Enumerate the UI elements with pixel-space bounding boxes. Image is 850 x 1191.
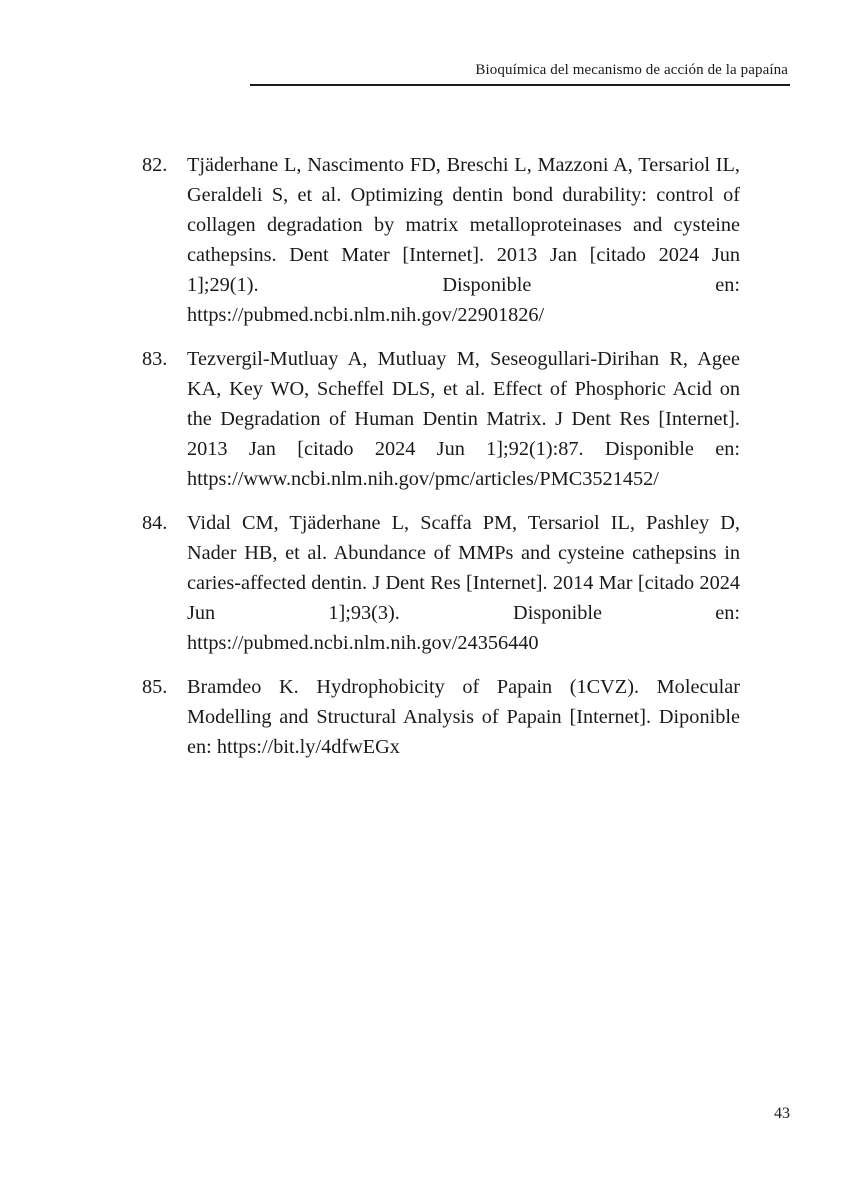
reference-item — [142, 344, 740, 494]
reference-number: 83. — [142, 348, 168, 370]
reference-number: 84. — [142, 512, 168, 534]
page-number: 43 — [774, 1105, 790, 1122]
reference-text: Tjäderhane L, Nascimento FD, Breschi L, Mazzoni A, Tersariol IL, Geraldeli S, et al. Optimizing dentin bond durability: control of collagen degradation by matrix metalloproteinases and cysteine cathepsins. Dent Mater [Internet]. 2013 Jan [citado 2024 Jun 1];29(1). Disponible en: https://pubmed.ncbi.nlm.nih.gov/22901826/ — [187, 154, 740, 326]
reference-number: 82. — [142, 154, 168, 176]
reference-item — [142, 508, 740, 658]
reference-number: 85. — [142, 676, 168, 698]
reference-item — [142, 150, 740, 330]
reference-item — [142, 672, 740, 762]
reference-text: Bramdeo K. Hydrophobicity of Papain (1CVZ). Molecular Modelling and Structural Analysis of Papain [Internet]. Diponible en: https://bit.ly/4dfwEGx — [187, 676, 740, 758]
reference-text: Vidal CM, Tjäderhane L, Scaffa PM, Tersariol IL, Pashley D, Nader HB, et al. Abundance of MMPs and cysteine cathepsins in caries-affected dentin. J Dent Res [Internet]. 2014 Mar [citado 2024 Jun 1];93(3). Disponible en: https://pubmed.ncbi.nlm.nih.gov/24356440 — [187, 512, 740, 654]
reference-text: Tezvergil-Mutluay A, Mutluay M, Seseogullari-Dirihan R, Agee KA, Key WO, Scheffel DLS, et al. Effect of Phosphoric Acid on the Degradation of Human Dentin Matrix. J Dent Res [Internet]. 2013 Jan [citado 2024 Jun 1];92(1):87. Disponible en: https://www.ncbi.nlm.nih.gov/pmc/articles/PMC3521452/ — [187, 348, 740, 490]
running-header: Bioquímica del mecanismo de acción de la papaína — [475, 62, 788, 78]
reference-list — [142, 150, 740, 776]
header-divider — [250, 84, 790, 86]
